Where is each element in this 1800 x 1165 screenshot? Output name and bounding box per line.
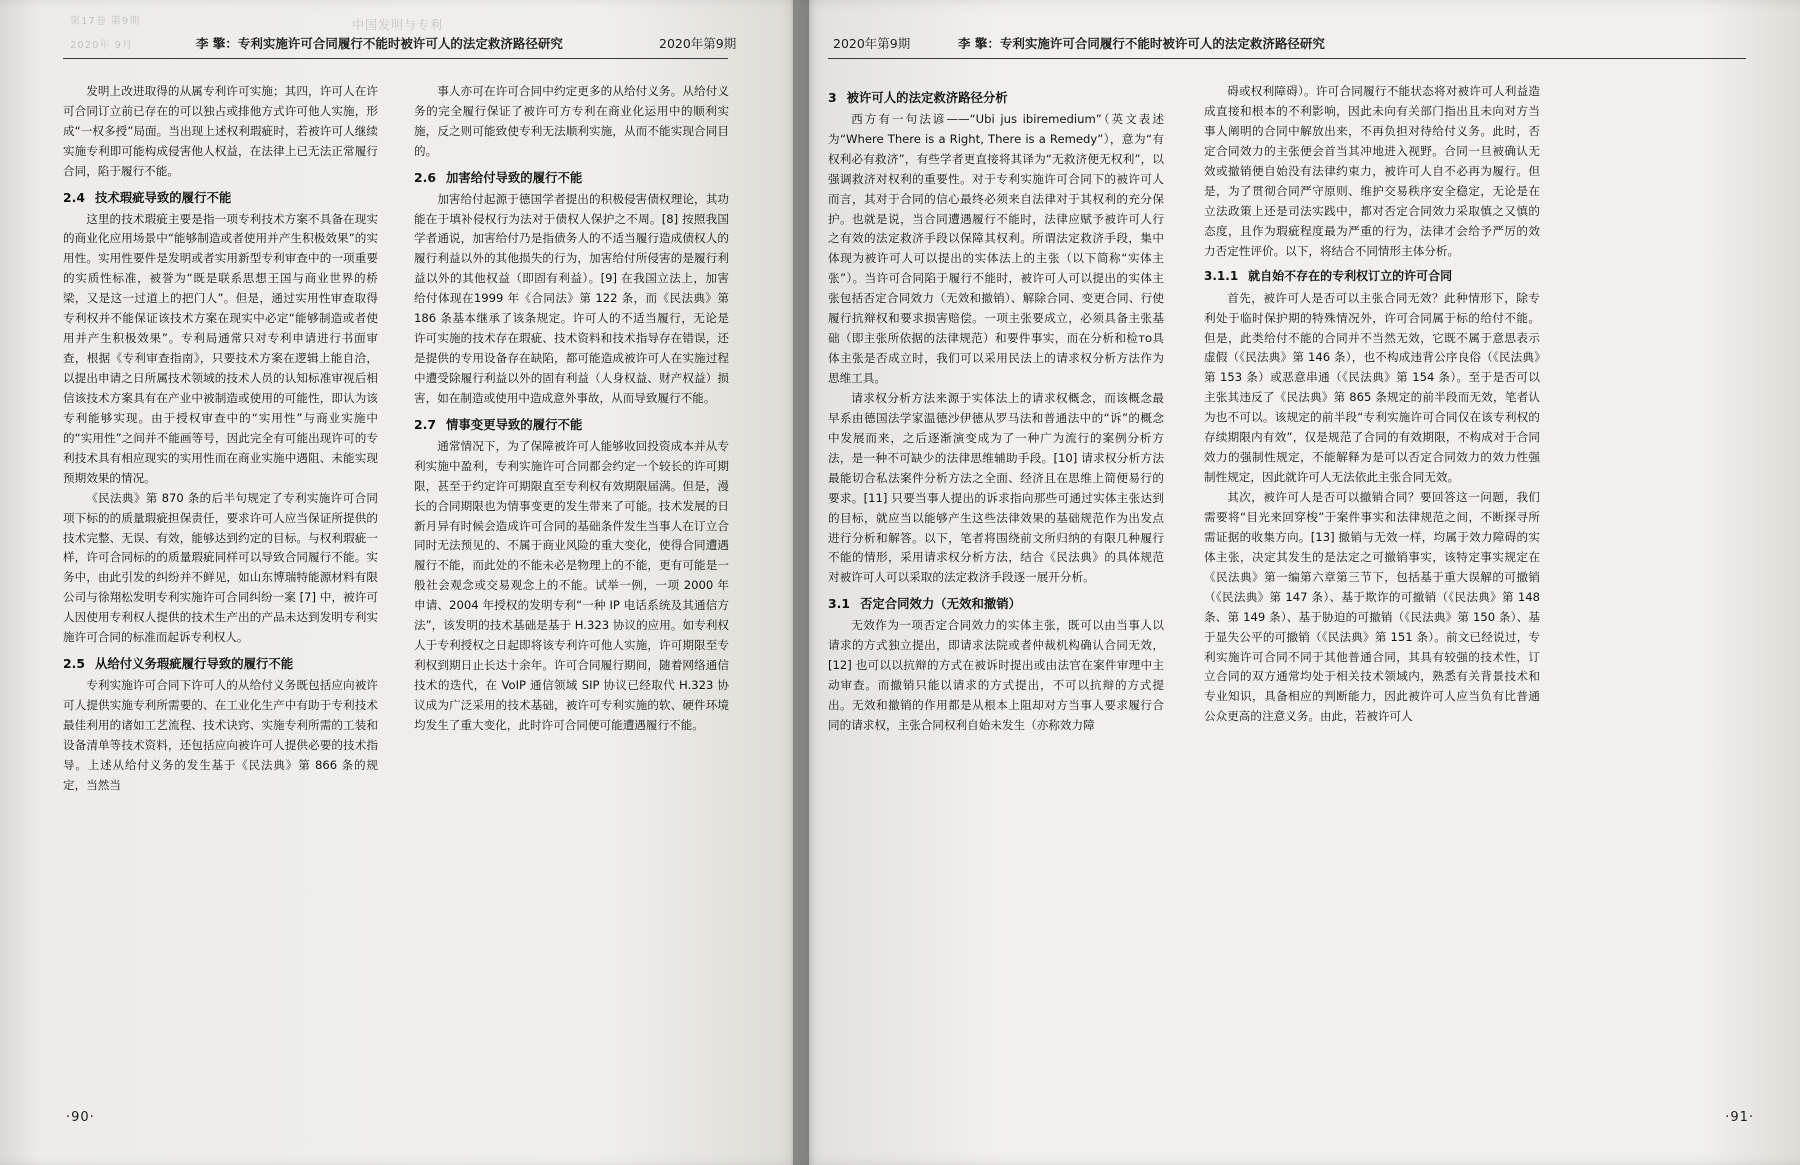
- section-heading-3-1-1: [1204, 267, 1540, 286]
- right-header-rule: [828, 58, 1746, 59]
- left-page-number: ·90·: [66, 1110, 95, 1125]
- section-number: 2.7: [414, 416, 436, 432]
- left-running-head: 李 擎：专利实施许可合同履行不能时被许可人的法定救济路径研究: [196, 36, 563, 51]
- section-heading-2-7: [414, 415, 729, 435]
- paragraph: 通常情况下，为了保障被许可人能够收回投资成本并从专利实施中盈利，专利实施许可合同都会约定一个较长的许可期限，甚至于约定许可期限直至专利权有效期限届满。但是，漫长的合同期限也为情事变更的发生带来了可能。技术发展的日新月异有时候会造成许可合同的基础条件发生当事人在订立合同时无法预见的、不属于商业风险的重大变化，使得合同遭遇履行不能，而此处的不能未必是物理上的不能，更有可能是一般社会观念或交易观念上的不能。试举一例，一项 2000 年申请、2004 年授权的发明专利“一种 IP 电话系统及其通信方法”，该发明的技术基础是基于 H.323 协议的应用。如专利权人于专利授权之日起即将该专利许可他人实施，许可期限至专利权到期日止长达十余年。许可合同履行期间，随着网络通信技术的迭代，在 VoIP 通信领域 SIP 协议已经取代 H.323 协议成为广泛采用的技术基础，被许可专利实施的软、硬件环境均发生了重大变化，此时许可合同便可能遭遇履行不能。: [414, 438, 729, 732]
- section-number: 3: [828, 90, 837, 105]
- section-title: 否定合同效力（无效和撤销）: [859, 596, 1022, 612]
- right-column-2: [1204, 82, 1540, 736]
- ghost-date-line: 2020年 9月: [70, 40, 133, 51]
- left-header-rule: [63, 58, 728, 59]
- section-heading-3: [828, 88, 1164, 108]
- section-title: 情事变更导致的履行不能: [445, 416, 583, 432]
- paragraph: 无效作为一项否定合同效力的实体主张，既可以由当事人以请求的方式独立提出，即请求法院或者仲裁机构确认合同无效，[12] 也可以以抗辩的方式在被诉时提出或由法官在案件审理中主动审查。而撤销只能以请求的方式提出，不可以抗辩的方式提出。无效和撤销的作用都是从根本上阻却对方当事人要求履行合同的请求权，主张合同权利自始未发生（亦称效力障: [828, 618, 1164, 732]
- paragraph: 碍或权利障碍）。许可合同履行不能状态将对被许可人利益造成直接和根本的不利影响，因此未向有关部门指出且未向对方当事人阐明的合同中解放出来，不再负担对待给付义务。此时，否定合同效力的主张便会首当其冲地进入视野。合同一旦被确认无效或撤销便自始没有法律约束力，被许可人自不必再为履行。但是，为了贯彻合同严守原则、维护交易秩序安全稳定，无论是在立法政策上还是司法实践中，都对否定合同效力采取慎之又慎的态度，且作为瑕疵程度最为严重的行为，法律才会给予严厉的效力否定性评价。以下，将结合不同情形主体分析。: [1204, 84, 1540, 258]
- left-page: [0, 0, 800, 1165]
- left-columns: [63, 82, 729, 796]
- paragraph: 首先，被许可人是否可以主张合同无效？此种情形下，除专利处于临时保护期的特殊情况外，许可合同属于标的给付不能。但是，此类给付不能的合同并不当然无效，它既不属于意思表示虚假（《民法典》第 146 条），也不构成违背公序良俗（《民法典》第 153 条）或恶意串通（《民法典》第 154 条）。至于是否可以主张其违反了《民法典》第 865 条规定的前半段而无效，笔者认为也不可以。该规定的前半段“专利实施许可合同仅在该专利权的存续期限内有效”，仅是规范了合同的有效期限，不构成对于合同效力的强制性规定，不能解释为是可以否定合同效力的效力性强制性规定，因此就许可人无法依此主张合同无效。: [1204, 290, 1540, 485]
- left-column-1: [63, 82, 378, 796]
- paragraph: 这里的技术瑕疵主要是指一项专利技术方案不具备在现实的商业化应用场景中“能够制造或者使用并产生积极效果”的实用性。实用性要件是发明或者实用新型专利审查中的一项重要的实质性标准，被誉为“既是联系思想王国与商业世界的桥梁，又是这一过道上的把门人”。但是，通过实用性审查取得专利权并不能保证该技术方案在现实中必定“能够制造或者使用并产生积极效果”。专利局通常只对专利申请进行书面审查，根据《专利审查指南》，只要技术方案在逻辑上能自洽，以提出申请之日所属技术领域的技术人员的认知标准审视后相信该技术方案具有在产业中被制造或使用的可能性，即认为该专利能够实现。由于授权审查中的“实用性”与商业实施中的“实用性”之间并不能画等号，因此完全有可能出现许可的专利技术具有相应现实的实用性而在商业实施中遇阻、未能实现预期效果的情况。: [63, 211, 378, 485]
- paragraph: 专利实施许可合同下许可人的从给付义务既包括应向被许可人提供实施专利所需要的、在工业化生产中有助于专利技术最佳利用的诸如工艺流程、技术诀窍、实施专利所需的工装和设备清单等技术资料，还包括应向被许可人提供必要的技术指导。上述从给付义务的发生基于《民法典》第 866 条的规定，当然当: [63, 678, 378, 792]
- right-running-head-issue: 2020年第9期: [833, 36, 911, 51]
- paragraph: 发明上改进取得的从属专利许可实施；其四，许可人在许可合同订立前已存在的可以独占或排他方式许可他人实施，形成“一权多授”局面。当出现上述权利瑕疵时，若被许可人继续实施专利即可能构成侵害他人权益，在法律上已无法正常履行合同，陷于履行不能。: [63, 84, 378, 178]
- section-heading-2-6: [414, 168, 729, 188]
- paragraph: 加害给付起源于德国学者提出的积极侵害债权理论，其功能在于填补侵权行为法对于债权人保护之不周。[8] 按照我国学者通说，加害给付乃是指债务人的不适当履行造成债权人的履行利益以外的其他损失的行为，加害给付所侵害的是履行利益以外的其他权益（即固有利益）。[9] 在我国立法上，加害给付体现在1999 年《合同法》第 122 条，而《民法典》第 186 条基本继承了该条规定。许可人的不适当履行，无论是许可实施的技术存在瑕疵、技术资料和技术指导存在错误，还是提供的专用设备存在缺陷，都可能造成被许可人在实施过程中遭受除履行利益以外的固有利益（人身权益、财产权益）损害，如在制造或使用中造成意外事故，从而导致履行不能。: [414, 191, 729, 405]
- section-number: 2.5: [63, 656, 85, 672]
- paragraph: 事人亦可在许可合同中约定更多的从给付义务。从给付义务的完全履行保证了被许可方专利在商业化运用中的顺利实施，反之则可能致使专利无法顺利实施，从而不能实现合同目的。: [414, 84, 729, 158]
- ghost-journal-title: 中国发明与专利: [352, 18, 444, 32]
- section-heading-3-1: [828, 594, 1164, 614]
- ghost-volume-line: 第17卷 第9期: [70, 16, 141, 27]
- section-number: 3.1: [828, 596, 850, 612]
- right-running-head: 李 擎：专利实施许可合同履行不能时被许可人的法定救济路径研究: [958, 36, 1325, 51]
- right-columns: [828, 82, 1748, 736]
- left-running-head-issue: 2020年第9期: [659, 36, 737, 51]
- section-title: 从给付义务瑕疵履行导致的履行不能: [94, 656, 294, 672]
- section-number: 2.4: [63, 189, 85, 205]
- section-title: 被许可人的法定救济路径分析: [846, 90, 1008, 105]
- section-heading-2-5: [63, 654, 378, 674]
- paragraph: 西方有一句法谚——“Ubi jus ibiremedium”（英文表述为“Where There is a Right, There is a Remedy”），意为“有权利必有救济”，有些学者更直接将其译为“无救济便无权利”，以强调救济对权利的重要性。对于专利实施许可合同下的被许可人而言，其对于合同的信心最终必须来自法律对于其权利的充分保护。也就是说，当合同遭遇履行不能时，法律应赋予被许可人行之有效的法定救济手段以保障其权利。所谓法定救济手段，集中体现为被许可人可以提出的实体法上的主张（以下简称“实体主张”）。当许可合同陷于履行不能时，被许可人可以提出的实体主张包括否定合同效力（无效和撤销）、解除合同、变更合同、行使履行抗辩权和要求损害赔偿。一项主张要成立，必须具备主张基础（即主张所依据的法律规范）和要件事实，而在分析和检то具体主张是否成立时，我们可以采用民法上的请求权分析方法作为思维工具。: [828, 111, 1164, 386]
- left-column-2: [414, 82, 729, 796]
- section-title: 技术瑕疵导致的履行不能: [94, 189, 232, 205]
- right-page: [800, 0, 1800, 1165]
- paragraph: 其次，被许可人是否可以撤销合同？要回答这一问题，我们需要将“目光来回穿梭”于案件事实和法律规范之间，不断探寻所需证据的收集方向。[13] 撤销与无效一样，均属于效力障碍的实体主张，决定其发生的是法定之可撤销事实，该特定事实规定在《民法典》第一编第六章第三节下，包括基于重大误解的可撤销（《民法典》第 147 条）、基于欺诈的可撤销（《民法典》第 148 条、第 149 条）、基于胁迫的可撤销（《民法典》第 150 条）、基于显失公平的可撤销（《民法典》第 151 条）。前文已经说过，专利实施许可合同不同于其他普通合同，其具有较强的技术性，订立合同的双方通常均处于相关技术领域内，熟悉有关背景技术和专业知识，具备相应的判断能力，因此被许可人应当负有比普通公众更高的注意义务。由此，若被许可人: [1204, 490, 1540, 724]
- right-column-1: [828, 82, 1164, 736]
- paragraph: 请求权分析方法来源于实体法上的请求权概念，而该概念最早系由德国法学家温德沙伊德从罗马法和普通法中的“诉”的概念中发展而来，之后逐渐演变成为了一种广为流行的案例分析方法，是一种不可缺少的法律思维辅助手段。[10] 请求权分析方法最能切合私法案件分析方法之全面、经济且在思维上简便易行的要求。[11] 只要当事人提出的诉求指向那些可通过实体主张达到的目标，就应当以能够产生这些法律效果的基础规范作为出发点进行分析和解答。以下，笔者将围绕前文所归纳的有限几种履行不能的情形，采用请求权分析方法，结合《民法典》的具体规范对被许可人可以采取的法定救济手段逐一展开分析。: [828, 390, 1164, 585]
- section-number: 2.6: [414, 169, 436, 185]
- section-heading-2-4: [63, 188, 378, 208]
- paragraph: 《民法典》第 870 条的后半句规定了专利实施许可合同项下标的的质量瑕疵担保责任，要求许可人应当保证所提供的技术完整、无误、有效，能够达到约定的目标。与权利瑕疵一样，许可合同标的的质量瑕疵同样可以导致合同履行不能。实务中，由此引发的纠纷并不鲜见，如山东博瑞特能源材料有限公司与徐翔松发明专利实施许可合同纠纷一案 [7] 中，被许可人因使用专利权人提供的技术生产出的产品未达到发明专利实施许可合同的标准而起诉专利权人。: [63, 490, 378, 645]
- section-title: 就自始不存在的专利权订立的许可合同: [1248, 269, 1453, 284]
- right-page-number: ·91·: [1725, 1110, 1754, 1125]
- section-title: 加害给付导致的履行不能: [445, 169, 583, 185]
- section-number: 3.1.1: [1204, 269, 1239, 284]
